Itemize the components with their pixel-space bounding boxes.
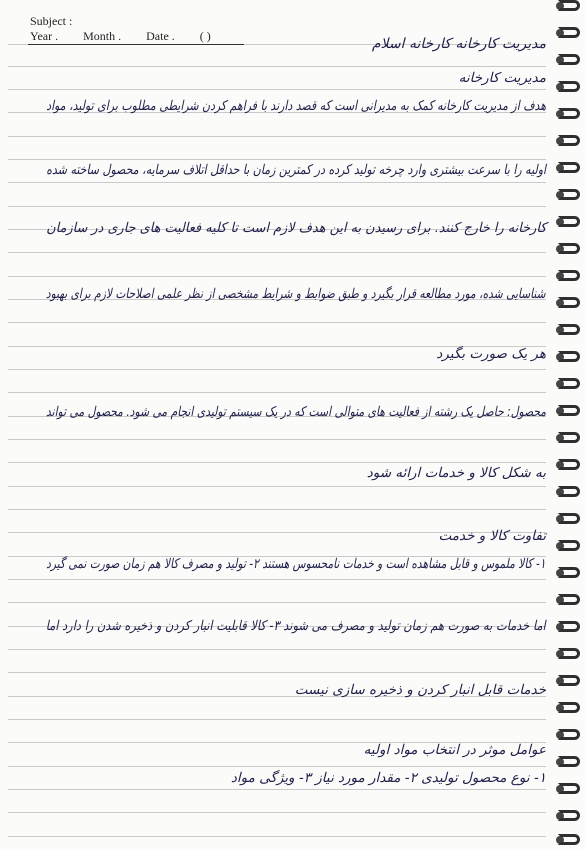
handwritten-line: کارخانه را خارج کنند. برای رسیدن به این هدف لازم است تا کلیه فعالیت های جاری در سازمان	[45, 220, 546, 236]
handwritten-line: شناسایی شده، مورد مطالعه قرار بگیرد و طبق ضوابط و شرایط مشخصی از نظر علمی اصلاحات لازم برای بهبود	[46, 286, 546, 302]
section-heading: مدیریت کارخانه	[458, 70, 546, 86]
ruled-line	[8, 89, 546, 90]
handwritten-line: محصول: حاصل یک رشته از فعالیت های متوالی است که در یک سیستم تولیدی انجام می شود. محصول می تواند	[45, 404, 546, 420]
ruled-line	[8, 136, 546, 137]
handwritten-line: به شکل کالا و خدمات ارائه شود	[366, 465, 546, 481]
ruled-line	[8, 789, 546, 790]
ruled-line	[8, 486, 546, 487]
ruled-line	[8, 649, 546, 650]
ruled-line	[8, 719, 546, 720]
subject-label: Subject :	[30, 14, 73, 28]
ruled-line	[8, 602, 546, 603]
ruled-line	[8, 509, 546, 510]
handwritten-line: خدمات قابل انبار کردن و ذخیره سازی نیست	[294, 682, 546, 698]
ruled-line	[8, 322, 546, 323]
ruled-line	[8, 672, 546, 673]
ruled-line	[8, 579, 546, 580]
ruled-line	[8, 836, 546, 837]
handwritten-line: هر یک صورت بگیرد	[436, 346, 546, 362]
handwritten-line: هدف از مدیریت کارخانه کمک به مدیرانی است که قصد دارند با فراهم کردن شرایطی مطلوب برای تولید، مواد	[46, 98, 546, 114]
ruled-line	[8, 252, 546, 253]
section-heading: عوامل موثر در انتخاب مواد اولیه	[363, 742, 546, 758]
ruled-line	[8, 159, 546, 160]
date-parens: ( )	[199, 29, 211, 43]
ruled-line	[8, 206, 546, 207]
ruled-line	[8, 766, 546, 767]
section-heading: تفاوت کالا و خدمت	[438, 528, 546, 544]
ruled-line	[8, 182, 546, 183]
handwritten-line: اما خدمات به صورت هم زمان تولید و مصرف می شوند ۳- کالا قابلیت انبار کردن و ذخیره شدن را دارد اما	[45, 618, 546, 634]
header-underline	[28, 44, 244, 45]
spiral-binding	[552, 0, 586, 850]
handwritten-line: اولیه را با سرعت بیشتری وارد چرخه تولید کرده در کمترین زمان با حداقل اتلاف سرمایه، محصول ساخته شده	[46, 162, 546, 178]
month-label: Month .	[83, 29, 122, 43]
page-header	[30, 14, 233, 44]
handwritten-line: ۱- کالا ملموس و قابل مشاهده است و خدمات نامحسوس هستند ۲- تولید و مصرف کالا هم زمان صورت نمی گیرد	[46, 556, 546, 572]
ruled-line	[8, 439, 546, 440]
ruled-line	[8, 812, 546, 813]
ruled-line	[8, 66, 546, 67]
ruled-line	[8, 369, 546, 370]
page-title: مدیریت کارخانه کارخانه اسلام	[371, 36, 546, 52]
ruled-line	[8, 276, 546, 277]
ruled-line	[8, 462, 546, 463]
year-label: Year .	[30, 29, 59, 43]
ruled-line	[8, 392, 546, 393]
date-label: Date .	[146, 29, 175, 43]
handwritten-line: ۱- نوع محصول تولیدی ۲- مقدار مورد نیاز ۳- ویژگی مواد	[230, 770, 546, 786]
